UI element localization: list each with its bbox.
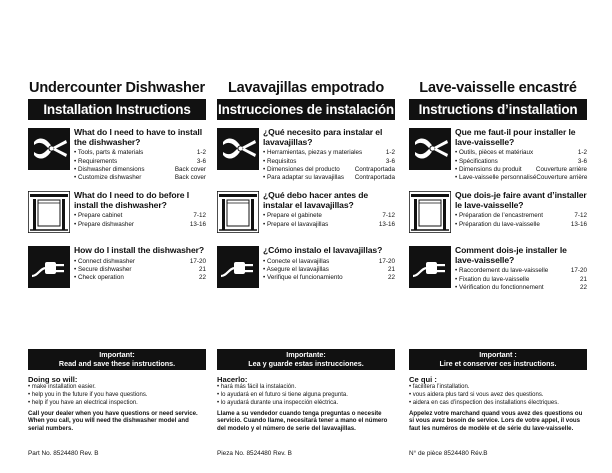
important-subhead: Doing so will:: [28, 375, 78, 385]
section-question: Que dois-je faire avant d’installer le lave-vaisselle?: [455, 190, 587, 210]
toc-entry-label: • Prepare el lavavajillas: [263, 221, 328, 229]
section-question: Comment dois-je installer le lave-vaisselle?: [455, 245, 567, 265]
section-question: Que me faut-il pour installer le lave-vaisselle?: [455, 127, 576, 147]
toc-list: [263, 258, 395, 283]
toc-list: [455, 267, 587, 292]
important-instruction: Lea y guarde estas instrucciones.: [248, 358, 364, 368]
subtitle-bar: Installation Instructions: [28, 99, 206, 120]
toc-entry: [263, 258, 395, 266]
toc-entry-page: Back cover: [174, 174, 206, 182]
toc-entry-label: • Dimensiones del producto: [263, 166, 340, 174]
important-label: Importante:: [286, 350, 326, 359]
toc-entry: [263, 174, 395, 182]
toc-entry-label: • Prepare el gabinete: [263, 212, 322, 220]
toc-entry-page: 22: [579, 284, 587, 291]
section-question: ¿Qué debo hacer antes de instalar el lavavajillas?: [263, 190, 369, 210]
toc-entry-label: • Spécifications: [455, 158, 498, 166]
important-heading: [217, 349, 395, 370]
language-column: [409, 80, 588, 291]
important-heading: [28, 349, 206, 370]
toc-entry-page: Contraportada: [354, 166, 395, 173]
section-body: [74, 246, 206, 283]
toc-entry-page: 1-2: [196, 149, 206, 157]
toc-entry-page: 17-20: [378, 257, 395, 265]
section-body: [263, 128, 395, 183]
important-body: [409, 375, 587, 432]
section-body: [455, 128, 587, 183]
section-question: What do I need to do before I install the dishwasher?: [74, 190, 190, 210]
toc-entry-page: 3-6: [577, 157, 587, 165]
toc-entry: [263, 212, 395, 220]
important-subhead: Hacerlo:: [217, 375, 248, 385]
toc-list: [455, 212, 587, 229]
toc-entry: [74, 221, 206, 229]
toc-entry-label: • Asegure el lavavajillas: [263, 266, 329, 274]
toc-entry-page: 7-12: [193, 212, 206, 220]
important-label: Important:: [99, 350, 135, 359]
toc-entry: [455, 284, 587, 292]
toc-entry-label: • Dishwasher dimensions: [74, 166, 144, 174]
toc-entry-page: 13-16: [189, 220, 206, 228]
toc-entry-page: 1-2: [577, 149, 587, 157]
subtitle-bar: Instructions d’installation: [409, 99, 587, 120]
toc-entry: [74, 166, 206, 174]
toc-entry: [263, 166, 395, 174]
toc-entry-page: 7-12: [574, 212, 587, 220]
toc-entry-label: • Para adaptar su lavavajillas: [263, 174, 344, 182]
toc-entry-page: 17-20: [570, 267, 587, 275]
toc-entry: [455, 158, 587, 166]
toc-entry-label: • Fixation du lave-vaisselle: [455, 276, 529, 284]
important-label: Important :: [479, 350, 517, 359]
toc-entry-label: • Vérification du fonctionnement: [455, 284, 544, 292]
toc-entry: [263, 221, 395, 229]
section-body: [455, 246, 587, 292]
toc-entry-label: • Préparation de l’encastrement: [455, 212, 543, 220]
pliers-icon: [409, 128, 451, 170]
toc-entry-label: • Prepare cabinet: [74, 212, 122, 220]
toc-entry-page: 3-6: [196, 157, 206, 165]
toc-entry-page: Couverture arrière: [535, 166, 587, 173]
section-question: ¿Qué necesito para instalar el lavavajillas?: [263, 127, 383, 147]
dealer-callout: Llame a su vendedor cuando tenga preguntas o necesite servicio. Cuando llame, necesitará tener a mano el número del modelo y el número de serie del lavavajillas.: [217, 409, 388, 432]
section-question: ¿Cómo instalo el lavavajillas?: [263, 245, 383, 255]
dealer-callout: Call your dealer when you have questions or need service. When you call, you will need the dishwasher model and serial numbers.: [28, 409, 198, 432]
important-heading: [409, 349, 587, 370]
toc-entry: [74, 266, 206, 274]
toc-list: [74, 149, 206, 183]
part-number: Part No. 8524480 Rev. B: [28, 450, 99, 457]
important-bullet: • hará más fácil la instalación.: [217, 384, 395, 392]
important-bullet: • make installation easier.: [28, 384, 206, 392]
toc-list: [263, 149, 395, 183]
toc-entry-label: • Conecte el lavavajillas: [263, 258, 329, 266]
toc-entry: [455, 267, 587, 275]
section-body: [74, 128, 206, 183]
toc-entry-page: 17-20: [189, 257, 206, 265]
part-number: N° de pièce 8524480 Rév.B: [409, 450, 488, 457]
toc-entry: [74, 149, 206, 157]
toc-entry: [455, 212, 587, 220]
toc-entry-label: • Check operation: [74, 274, 124, 282]
toc-entry: [74, 158, 206, 166]
toc-entry: [263, 274, 395, 282]
toc-entry-page: 21: [387, 266, 395, 273]
section-question: How do I install the dishwasher?: [74, 245, 205, 255]
cabinet-icon: [217, 191, 259, 233]
toc-entry-label: • Lave-vaisselle personnalisé: [455, 174, 536, 182]
part-number: Pieza No. 8524480 Rev. B: [217, 450, 292, 457]
important-body: [28, 375, 206, 432]
important-body: [217, 375, 395, 432]
cabinet-icon: [409, 191, 451, 233]
toc-list: [455, 149, 587, 183]
toc-list: [74, 212, 206, 229]
toc-entry-page: 22: [387, 274, 395, 282]
toc-entry-label: • Prepare dishwasher: [74, 221, 134, 229]
toc-entry-label: • Tools, parts & materials: [74, 149, 143, 157]
toc-entry: [455, 149, 587, 157]
toc-entry: [74, 212, 206, 220]
toc-entry-label: • Herramientas, piezas y materiales: [263, 149, 362, 157]
toc-entry: [263, 158, 395, 166]
section-question: What do I need to have to install the dishwasher?: [74, 127, 203, 147]
language-column: [217, 80, 395, 282]
toc-entry: [263, 266, 395, 274]
important-bullet: • aidera en cas d’inspection des installations électriques.: [409, 400, 587, 408]
toc-entry-page: 13-16: [378, 220, 395, 228]
toc-entry: [263, 149, 395, 157]
important-bullet: • lo ayudará en el futuro si tiene alguna pregunta.: [217, 392, 395, 400]
important-notice: [409, 349, 587, 432]
toc-entry-page: 1-2: [385, 149, 395, 157]
toc-entry-page: 13-16: [570, 220, 587, 228]
toc-entry: [74, 174, 206, 182]
cabinet-icon: [28, 191, 70, 233]
plug-icon: [217, 246, 259, 288]
toc-entry-page: 21: [579, 275, 587, 283]
toc-entry-label: • Raccordement du lave-vaisselle: [455, 267, 548, 275]
important-bullet: • facilitera l’installation.: [409, 384, 587, 392]
toc-entry-page: 21: [198, 266, 206, 273]
section-body: [455, 191, 587, 229]
pliers-icon: [28, 128, 70, 170]
toc-entry-label: • Préparation du lave-vaisselle: [455, 221, 540, 229]
main-title: Undercounter Dishwasher: [29, 80, 205, 96]
toc-entry: [455, 166, 587, 174]
dealer-callout: Appelez votre marchand quand vous avez des questions ou si vous avez besoin de service. Lors de votre appel, il vous faut les numéros de modèle et de série du lave-vaisselle.: [409, 409, 583, 432]
toc-entry-label: • Verifique el funcionamiento: [263, 274, 343, 282]
section-body: [263, 246, 395, 283]
toc-entry: [455, 174, 587, 182]
toc-entry-label: • Connect dishwasher: [74, 258, 135, 266]
important-instruction: Lire et conserver ces instructions.: [439, 358, 557, 368]
toc-entry-page: Back cover: [174, 166, 206, 173]
pliers-icon: [217, 128, 259, 170]
toc-entry-label: • Requirements: [74, 158, 117, 166]
important-bullet: • help you in the future if you have questions.: [28, 392, 206, 400]
toc-entry-label: • Outils, pièces et matériaux: [455, 149, 533, 157]
important-bullet: • vous aidera plus tard si vous avez des questions.: [409, 392, 587, 400]
section-body: [263, 191, 395, 229]
toc-entry-page: 22: [198, 274, 206, 282]
main-title: Lave-vaisselle encastré: [419, 80, 577, 96]
important-bullet: • help if you have an electrical inspection.: [28, 400, 206, 408]
important-subhead: Ce qui :: [409, 375, 437, 385]
toc-entry-page: 7-12: [382, 212, 395, 220]
toc-entry-page: 3-6: [385, 157, 395, 165]
section-body: [74, 191, 206, 229]
plug-icon: [409, 246, 451, 288]
toc-entry-page: Couverture arrière: [536, 174, 588, 182]
toc-entry: [455, 221, 587, 229]
toc-list: [263, 212, 395, 229]
toc-list: [74, 258, 206, 283]
toc-entry-label: • Customize dishwasher: [74, 174, 141, 182]
toc-entry: [74, 274, 206, 282]
toc-entry: [455, 276, 587, 284]
subtitle-bar: Instrucciones de instalación: [217, 99, 395, 120]
important-notice: [28, 349, 206, 432]
important-bullet: • lo ayudará durante una inspección eléctrica.: [217, 400, 395, 408]
toc-entry-label: • Secure dishwasher: [74, 266, 132, 274]
toc-entry-label: • Dimensions du produit: [455, 166, 522, 174]
important-instruction: Read and save these instructions.: [58, 358, 176, 368]
language-column: [28, 80, 206, 282]
toc-entry: [74, 258, 206, 266]
toc-entry-page: Contraportada: [354, 174, 395, 182]
toc-entry-label: • Requisitos: [263, 158, 296, 166]
important-notice: [217, 349, 395, 432]
main-title: Lavavajillas empotrado: [228, 80, 384, 96]
plug-icon: [28, 246, 70, 288]
